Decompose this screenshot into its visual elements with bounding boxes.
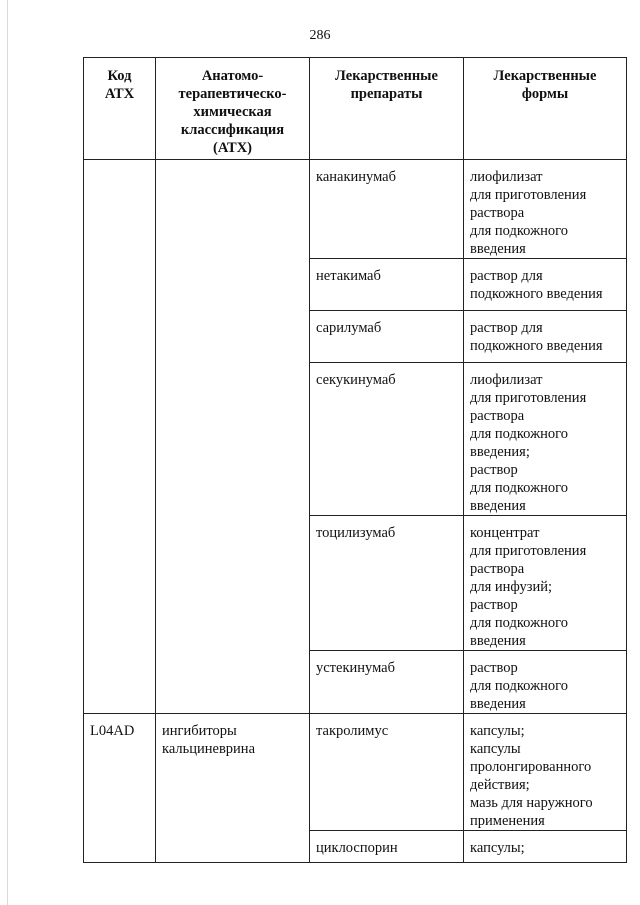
table-row — [84, 714, 627, 831]
classification-cell — [156, 160, 310, 714]
form-cell: лиофилизат для приготовления раствора для подкожного введения; раствор для подкожного введения — [464, 363, 627, 516]
code-cell — [84, 160, 156, 714]
page-number: 286 — [309, 28, 331, 43]
header-drugs: Лекарственные препараты — [310, 58, 464, 160]
form-cell: раствор для подкожного введения — [464, 259, 627, 311]
header-forms: Лекарственные формы — [464, 58, 627, 160]
drug-cell: циклоспорин — [310, 831, 464, 863]
drug-cell: секукинумаб — [310, 363, 464, 516]
drug-cell: канакинумаб — [310, 160, 464, 259]
form-cell: лиофилизат для приготовления раствора для подкожного введения — [464, 160, 627, 259]
table-header-row — [84, 58, 627, 160]
form-cell: концентрат для приготовления раствора для инфузий; раствор для подкожного введения — [464, 516, 627, 651]
page-edge-line — [7, 0, 8, 905]
form-cell: раствор для подкожного введения — [464, 311, 627, 363]
classification-cell: ингибиторы кальциневрина — [156, 714, 310, 863]
header-classification: Анатомо- терапевтическо- химическая классификация (АТХ) — [156, 58, 310, 160]
drug-cell: такролимус — [310, 714, 464, 831]
drug-cell: сарилумаб — [310, 311, 464, 363]
form-cell: капсулы; капсулы пролонгированного действия; мазь для наружного применения — [464, 714, 627, 831]
drug-cell: нетакимаб — [310, 259, 464, 311]
drug-cell: тоцилизумаб — [310, 516, 464, 651]
table-row — [84, 160, 627, 259]
drug-cell: устекинумаб — [310, 651, 464, 714]
form-cell: раствор для подкожного введения — [464, 651, 627, 714]
header-code: Код АТХ — [84, 58, 156, 160]
code-cell: L04AD — [84, 714, 156, 863]
form-cell: капсулы; — [464, 831, 627, 863]
atx-drug-table — [83, 57, 627, 863]
